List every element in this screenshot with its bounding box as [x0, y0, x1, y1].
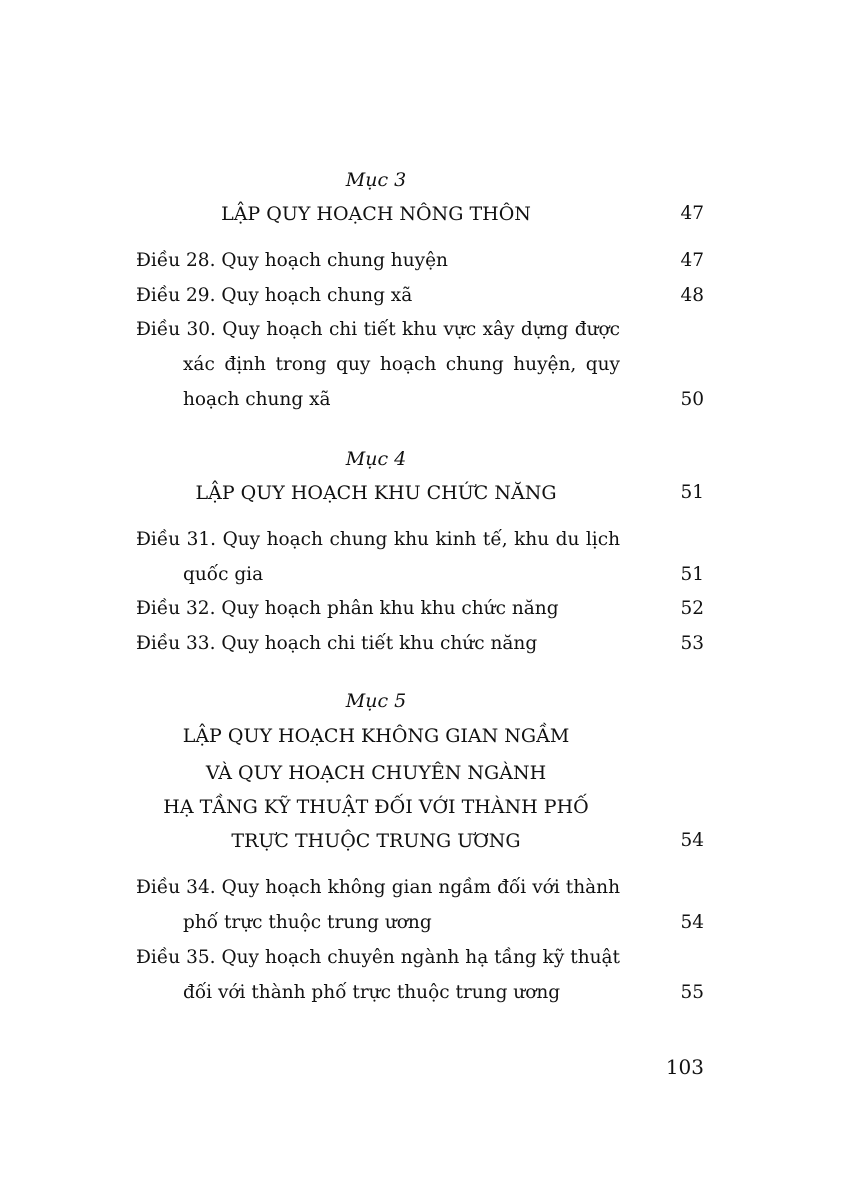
section-page-number: 51 — [680, 482, 704, 503]
toc-entry-page: 54 — [680, 912, 704, 933]
toc-entry-line: Điều 32. Quy hoạch phân khu khu chức năng — [136, 598, 559, 619]
toc-entry-line: Điều 33. Quy hoạch chi tiết khu chức năng — [136, 633, 538, 654]
toc-entry-line: hoạch chung xã — [183, 389, 331, 410]
toc-entry-page: 47 — [680, 250, 704, 271]
toc-entry-line: Điều 28. Quy hoạch chung huyện — [136, 250, 448, 271]
toc-entry-page: 53 — [680, 633, 704, 654]
page-number: 103 — [665, 1055, 704, 1079]
toc-entry-line: Điều 30. Quy hoạch chi tiết khu vực xây dựng được — [136, 319, 620, 340]
toc-entry-page: 48 — [680, 285, 704, 306]
section-label: Mục 3 — [345, 169, 407, 191]
toc-entry-line: Điều 31. Quy hoạch chung khu kinh tế, khu du lịch — [136, 529, 620, 550]
section-title-line: LẬP QUY HOẠCH KHÔNG GIAN NGẦM — [182, 725, 570, 747]
toc-entry-page: 50 — [680, 389, 704, 410]
section-label: Mục 5 — [345, 690, 407, 712]
toc-entry-page: 52 — [680, 598, 704, 619]
section-title: LẬP QUY HOẠCH KHU CHỨC NĂNG — [195, 482, 557, 504]
toc-entry-line: đối với thành phố trực thuộc trung ương — [183, 982, 561, 1003]
toc-entry-page: 51 — [680, 564, 704, 585]
section-title: LẬP QUY HOẠCH NÔNG THÔN — [221, 203, 531, 225]
toc-entry-line: xác định trong quy hoạch chung huyện, quy — [183, 354, 620, 375]
section-title-line: TRỰC THUỘC TRUNG ƯƠNG — [231, 830, 521, 852]
section-page-number: 54 — [680, 830, 704, 851]
toc-entry-page: 55 — [680, 982, 704, 1003]
toc-entry-line: phố trực thuộc trung ương — [183, 912, 432, 933]
toc-entry-line: Điều 34. Quy hoạch không gian ngầm đối với thành — [136, 877, 620, 898]
toc-entry-line: Điều 35. Quy hoạch chuyên ngành hạ tầng kỹ thuật — [136, 947, 620, 968]
section-title-line: VÀ QUY HOẠCH CHUYÊN NGÀNH — [205, 762, 547, 784]
section-title-line: HẠ TẦNG KỸ THUẬT ĐỐI VỚI THÀNH PHỐ — [163, 796, 589, 818]
toc-entry-line: Điều 29. Quy hoạch chung xã — [136, 285, 413, 306]
toc-entry-line: quốc gia — [183, 564, 264, 585]
section-page-number: 47 — [680, 203, 704, 224]
section-label: Mục 4 — [345, 448, 407, 470]
